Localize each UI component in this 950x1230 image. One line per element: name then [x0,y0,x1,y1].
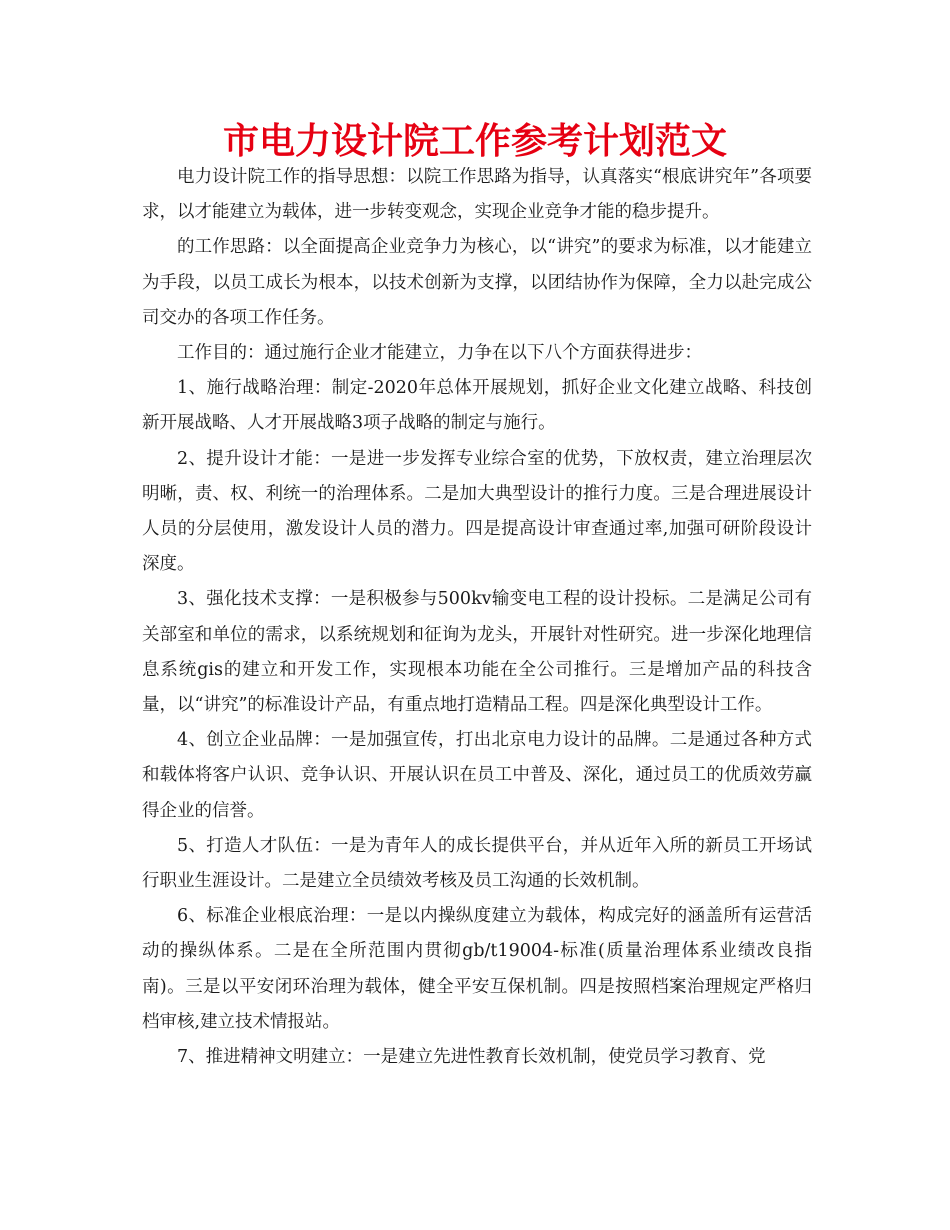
paragraph-item-4: 4、创立企业品牌：一是加强宣传，打出北京电力设计的品牌。二是通过各种方式和载体将客户认识、竞争认识、开展认识在员工中普及、深化，通过员工的优质效劳赢得企业的信誉。 [142,730,812,821]
paragraph-item-3: 3、强化技术支撑：一是积极参与500kv输变电工程的设计投标。二是满足公司有关部室和单位的需求，以系统规划和征询为龙头，开展针对性研究。进一步深化地理信息系统gis的建立和开发工作，实现根本功能在全公司推行。三是增加产品的科技含量，以“讲究”的标准设计产品，有重点地打造精品工程。四是深化典型设计工作。 [142,589,812,716]
paragraph-guiding-thought: 电力设计院工作的指导思想：以院工作思路为指导，认真落实“根底讲究年”各项要求，以才能建立为载体，进一步转变观念，实现企业竞争才能的稳步提升。 [142,167,812,223]
paragraph-item-7: 7、推进精神文明建立：一是建立先进性教育长效机制，使党员学习教育、党 [177,1047,766,1068]
paragraph-item-2: 2、提升设计才能：一是进一步发挥专业综合室的优势，下放权责，建立治理层次明晰，责、权、利统一的治理体系。二是加大典型设计的推行力度。三是合理进展设计人员的分层使用，激发设计人员的潜力。四是提高设计审查通过率,加强可研阶段设计深度。 [142,448,812,575]
paragraph-item-6: 6、标准企业根底治理：一是以内操纵度建立为载体，构成完好的涵盖所有运营活动的操纵体系。二是在全所范围内贯彻gb/t19004-标准(质量治理体系业绩改良指南)。三是以平安闭环治理为载体，健全平安互保机制。四是按照档案治理规定严格归档审核,建立技术情报站。 [142,906,812,1032]
paragraph-item-1: 1、施行战略治理：制定-2020年总体开展规划，抓好企业文化建立战略、科技创新开展战略、人才开展战略3项子战略的制定与施行。 [142,378,812,434]
document-title: 市电力设计院工作参考计划范文 [222,121,727,162]
paragraph-work-approach: 的工作思路：以全面提高企业竞争力为核心，以“讲究”的要求为标准，以才能建立为手段，以员工成长为根本，以技术创新为支撑，以团结协作为保障，全力以赴完成公司交办的各项工作任务。 [142,237,812,328]
paragraph-item-5: 5、打造人才队伍：一是为青年人的成长提供平台，并从近年入所的新员工开场试行职业生涯设计。二是建立全员绩效考核及员工沟通的长效机制。 [142,835,812,892]
paragraph-work-goal: 工作目的：通过施行企业才能建立，力争在以下八个方面获得进步： [177,343,702,364]
document-body [142,160,812,1075]
